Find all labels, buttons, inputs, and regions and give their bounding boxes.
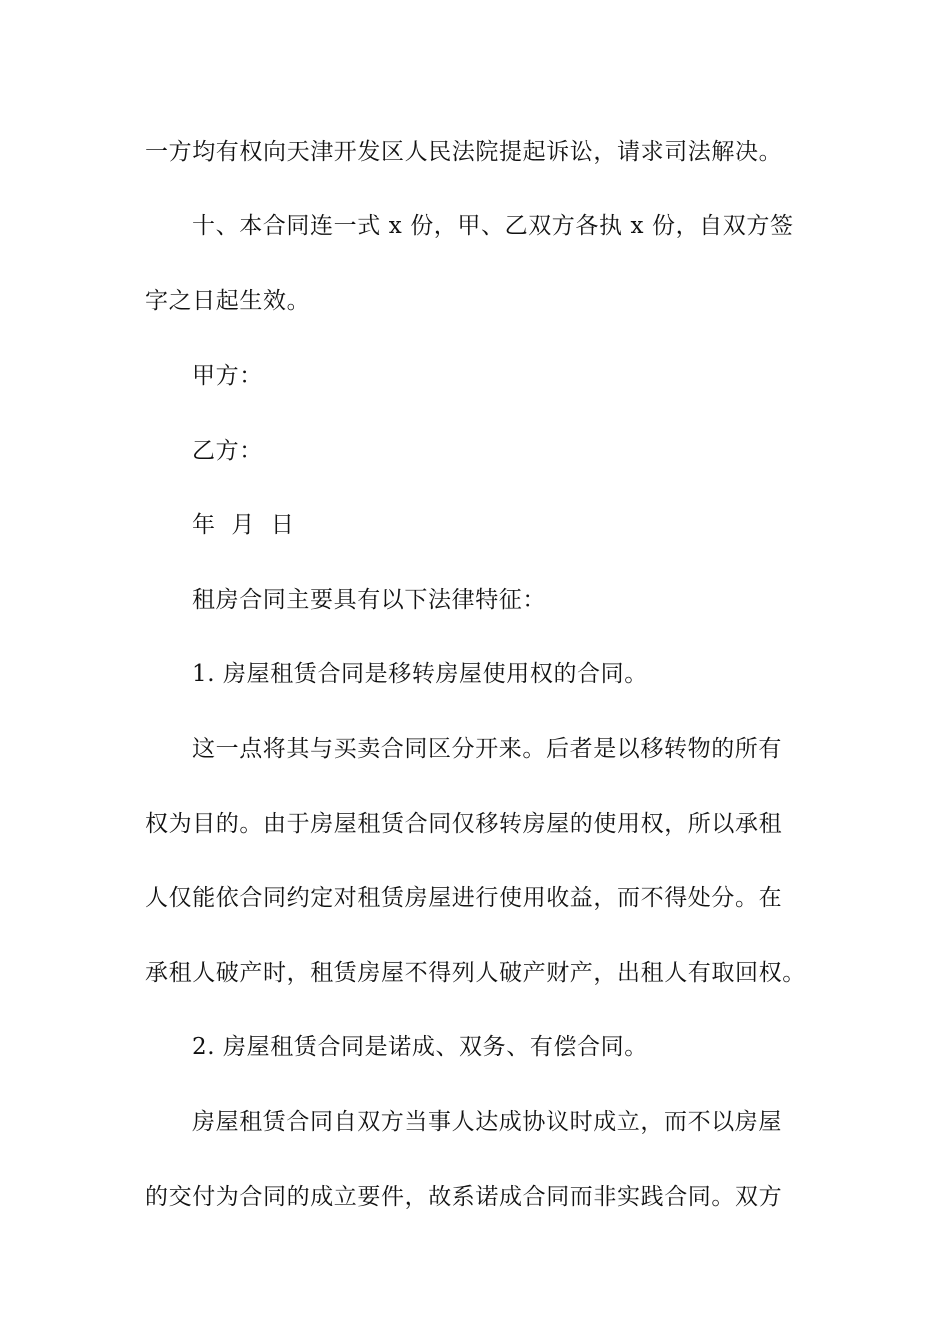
paragraph-line: 承租人破产时，租赁房屋不得列人破产财产，出租人有取回权。 bbox=[145, 960, 806, 986]
paragraph-line: 房屋租赁合同自双方当事人达成协议时成立，而不以房屋 bbox=[192, 1109, 782, 1135]
text-line-1: 一方均有权向天津开发区人民法院提起诉讼，请求司法解决。 bbox=[145, 139, 783, 165]
date-line: 年 月 日 bbox=[192, 512, 295, 538]
paragraph-line: 权为目的。由于房屋租赁合同仅移转房屋的使用权，所以承租 bbox=[145, 811, 783, 837]
features-heading: 租房合同主要具有以下法律特征： bbox=[192, 587, 546, 613]
party-b-label: 乙方： bbox=[192, 438, 263, 464]
feature-two-heading: 2. 房屋租赁合同是诺成、双务、有偿合同。 bbox=[192, 1034, 648, 1060]
clause-ten-line-2: 字之日起生效。 bbox=[145, 288, 311, 314]
clause-ten-line-1: 十、本合同连一式 x 份，甲、乙双方各执 x 份，自双方签 bbox=[192, 213, 794, 239]
paragraph-line: 的交付为合同的成立要件，故系诺成合同而非实践合同。双方 bbox=[145, 1184, 783, 1210]
party-a-label: 甲方： bbox=[192, 363, 263, 389]
feature-one-heading: 1. 房屋租赁合同是移转房屋使用权的合同。 bbox=[192, 661, 648, 687]
paragraph-line: 人仅能依合同约定对租赁房屋进行使用收益，而不得处分。在 bbox=[145, 885, 783, 911]
paragraph-line: 这一点将其与买卖合同区分开来。后者是以移转物的所有 bbox=[192, 736, 782, 762]
